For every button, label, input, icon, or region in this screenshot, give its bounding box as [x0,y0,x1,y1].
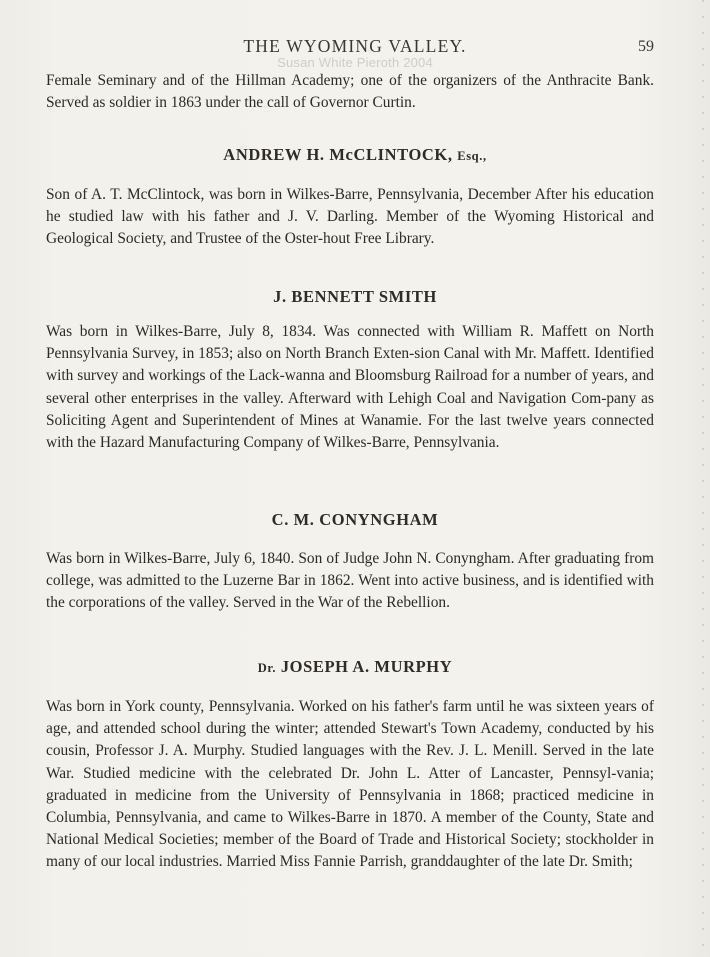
page-edge [702,0,704,957]
entry-heading-mcclintock [0,145,710,165]
paragraph-text: Was born in Wilkes-Barre, July 6, 1840. Son of Judge John N. Conyngham. After graduating from college, was admitted to the Luzerne Bar in 1862. Went into active business, and is identified with the corporations of the valley. Served in the War of the Rebellion. [46,550,654,612]
heading-name: J. BENNETT SMITH [273,287,437,306]
watermark: Susan White Pieroth 2004 [277,55,433,70]
paragraph-text: Was born in York county, Pennsylvania. Worked on his father's farm until he was sixteen years of age, and attended school during the winter; attended Stewart's Town Academy, conducted by his cousin, Professor J. A. Murphy. Studied languages with the Rev. J. L. Menill. Served in the late War. Studied medicine with the celebrated Dr. John L. Atter of Lancaster, Pennsyl-vania; graduated in medicine from the University of Pennsylvania in 1868; practiced medicine in Columbia, Pennsylvania, and came to Wilkes-Barre in 1870. A member of the County, State and National Medical Societies; member of the Board of Trade and Historical Society; stockholder in many of our local industries. Married Miss Fannie Parrish, granddaughter of the late Dr. Smith; [46,698,654,871]
paragraph-text: Female Seminary and of the Hillman Academy; one of the organizers of the Anthracite Bank. Served as soldier in 1863 under the call of Governor Curtin. [46,72,654,112]
paragraph-text: Was born in Wilkes-Barre, July 8, 1834. Was connected with William R. Maffett on North Pennsylvania Survey, in 1853; also on North Branch Exten-sion Canal with Mr. Maffett. Identified with survey and workings of the Lack-wanna and Bloomsburg Railroad for a number of years, and several other enterprises in the valley. Afterward with Lehigh Coal and Navigation Com-pany as Soliciting Agent and Superintendent of Mines at Wanamie. For the last twelve years connected with the Hazard Manufacturing Company of Wilkes-Barre, Pennsylvania. [46,323,654,452]
paragraph-text: Son of A. T. McClintock, was born in Wilkes-Barre, Pennsylvania, December After his education he studied law with his father and J. V. Darling. Member of the Wyoming Historical and Geological Society, and Trustee of the Oster-hout Free Library. [46,186,654,248]
heading-name: ANDREW H. McCLINTOCK, [223,145,458,164]
heading-name: JOSEPH A. MURPHY [276,657,453,676]
entry-body-conyngham [46,548,654,615]
entry-heading-conyngham [0,510,710,530]
entry-heading-smith [0,287,710,307]
entry-heading-murphy [0,657,710,677]
entry-body-smith [46,321,654,454]
entry-body-mcclintock [46,184,654,251]
entry-body-murphy [46,696,654,874]
running-head-title: THE WYOMING VALLEY. [243,36,467,56]
heading-prefix: Dr. [257,661,277,675]
continuation-paragraph [46,70,654,114]
heading-suffix: Esq., [457,149,487,163]
page-number: 59 [638,38,654,55]
heading-name: C. M. CONYNGHAM [271,510,439,529]
